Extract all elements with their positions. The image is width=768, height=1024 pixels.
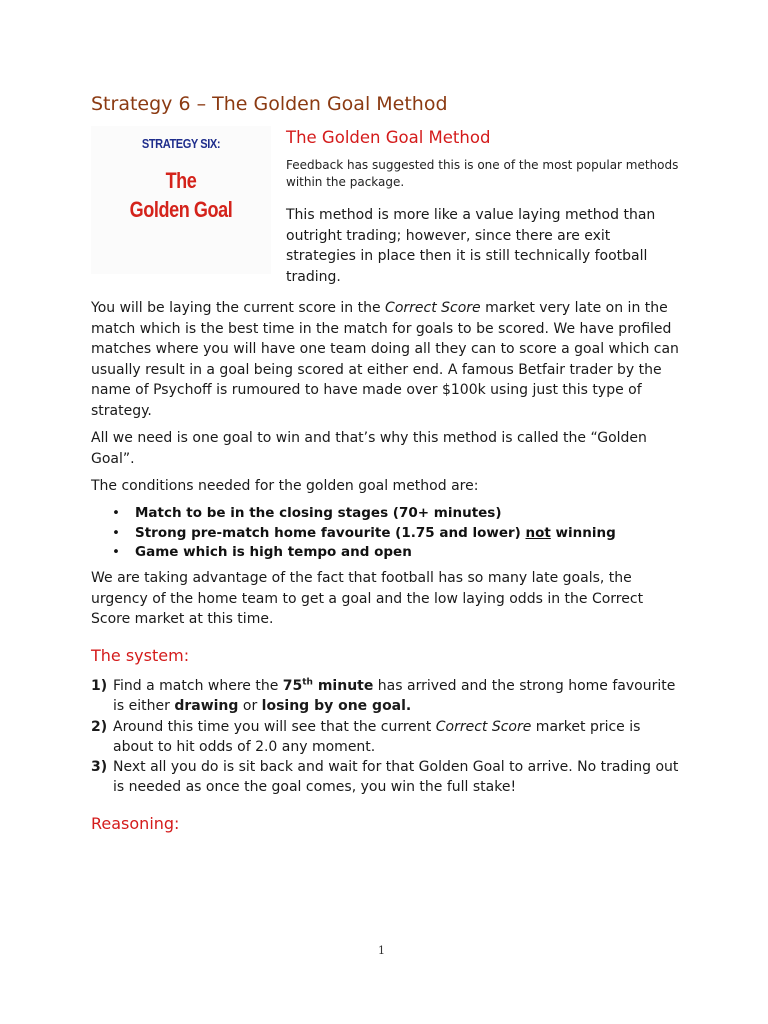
step-text: has arrived and the strong home favourite is either: [113, 678, 676, 715]
conditions-list: [112, 504, 672, 563]
image-caption-top: STRATEGY SIX:: [141, 136, 221, 151]
bullet-icon: •: [112, 544, 120, 560]
bullet-icon: •: [112, 505, 120, 521]
step-bold-drawing: drawing: [174, 698, 239, 715]
system-heading: The system:: [91, 646, 190, 665]
reasoning-heading: Reasoning:: [91, 814, 180, 833]
step-text: or: [238, 698, 262, 715]
condition-text: Strong pre-match home favourite (1.75 and lower): [135, 524, 526, 541]
paragraph-conditions-intro: The conditions needed for the golden goal method are:: [91, 478, 479, 494]
intro-heading: The Golden Goal Method: [286, 128, 491, 147]
page-number: 1: [378, 944, 385, 957]
image-caption-golden-goal: Golden Goal: [129, 197, 233, 222]
paragraph-laying: [91, 298, 681, 421]
system-steps-list: [91, 676, 681, 798]
system-step-1: [91, 676, 681, 717]
paragraph-laying-text-2: market very late on in the match which is the best time in the match for goals to be scored. We have profiled matches where you will have one team doing all they can to score a goal which can usually result in a goal being scored at either end. A famous Betfair trader by the name of Psychoff is rumoured to have made over $100k using just this type of strategy.: [91, 300, 679, 419]
intro-body: This method is more like a value laying method than outright trading; however, since there are exit strategies in place then it is still technically football trading.: [286, 207, 656, 285]
step-text: Next all you do is sit back and wait for that Golden Goal to arrive. No trading out is needed as once the goal comes, you win the full stake!: [113, 759, 679, 796]
system-step-2: [91, 717, 681, 758]
step-superscript: th: [302, 677, 313, 688]
strategy-six-image: [91, 126, 271, 274]
step-bold-75: 75: [282, 678, 303, 694]
condition-text: Game which is high tempo and open: [135, 544, 412, 560]
step-text: Find a match where the: [113, 678, 283, 694]
step-number: 2): [91, 718, 108, 735]
step-bold-minute: minute: [312, 678, 374, 694]
step-text: market price is about to hit odds of 2.0 any moment.: [113, 718, 641, 755]
condition-item-home-favourite: [112, 524, 672, 544]
correct-score-emphasis: Correct Score: [435, 718, 532, 735]
step-number: 1): [91, 678, 108, 694]
condition-text: winning: [550, 524, 616, 541]
paragraph-one-goal: All we need is one goal to win and that’s why this method is called the “Golden Goal”.: [91, 430, 647, 467]
step-bold-losing: losing by one goal.: [261, 698, 412, 715]
condition-text: Match to be in the closing stages (70+ minutes): [135, 505, 502, 521]
system-step-3: [91, 757, 681, 798]
step-text: Around this time you will see that the current: [113, 718, 436, 735]
bullet-icon: •: [112, 524, 120, 541]
intro-note: Feedback has suggested this is one of the most popular methods within the package.: [286, 158, 679, 189]
condition-item-high-tempo: [112, 543, 672, 563]
condition-item-closing-stages: [112, 504, 672, 524]
paragraph-laying-text-1: You will be laying the current score in the: [91, 300, 386, 316]
correct-score-emphasis: Correct Score: [385, 300, 481, 316]
step-number: 3): [91, 759, 108, 776]
condition-underlined-word: not: [525, 524, 551, 541]
page-title: Strategy 6 – The Golden Goal Method: [91, 93, 448, 115]
image-caption-the: The: [165, 168, 197, 193]
intro-section: [286, 128, 681, 287]
paragraph-late-goals: We are taking advantage of the fact that football has so many late goals, the urgency of the home team to get a goal and the low laying odds in the Correct Score market at this time.: [91, 570, 644, 627]
